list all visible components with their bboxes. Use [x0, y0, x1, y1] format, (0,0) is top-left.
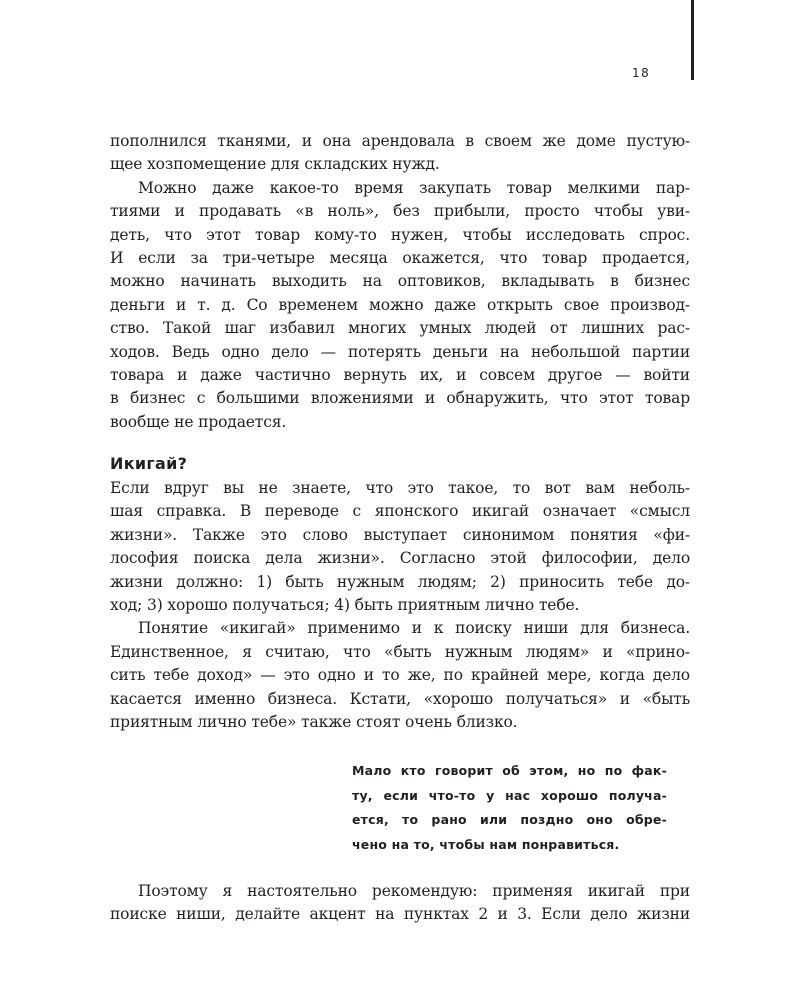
text-line: ход; 3) хорошо получаться; 4) быть приятным лично тебе. [110, 596, 580, 615]
text-line: Поэтому я настоятельно рекомендую: применяя икигай при [138, 881, 690, 900]
text-line: шая справка. В переводе с японского икигай означает «смысл [110, 502, 690, 521]
text-line: пополнился тканями, и она арендовала в своем же доме пустую- [110, 132, 690, 150]
paragraph [110, 617, 690, 734]
text-line: деньги и т. д. Со временем можно даже открыть свое производ- [110, 295, 690, 314]
text-line: И если за три-четыре месяца окажется, что товар продается, [110, 248, 690, 267]
text-line: щее хозпомещение для складских нужд. [110, 155, 440, 174]
text-line: Если вдруг вы не знаете, что это такое, то вот вам неболь- [110, 479, 690, 498]
text-line: вообще не продается. [110, 412, 287, 431]
text-line: можно начинать выходить на оптовиков, вкладывать в бизнес [110, 272, 690, 291]
text-line: лософия поиска дела жизни». Согласно этой философии, дело [110, 549, 690, 568]
section-heading: Икигай? [110, 454, 188, 474]
text-line: ство. Такой шаг избавил многих умных людей от лишних рас- [110, 319, 690, 338]
text-line: ходов. Ведь одно дело — потерять деньги на небольшой партии [110, 342, 690, 361]
text-line: приятным лично тебе» также стоят очень близко. [110, 712, 518, 731]
page-edge-rule [691, 0, 694, 80]
text-line: тиями и продавать «в ноль», без прибыли, просто чтобы уви- [110, 202, 690, 221]
pull-quote-line: ту, если что-то у нас хорошо получа- [352, 787, 667, 803]
text-line: Понятие «икигай» применимо и к поиску ниши для бизнеса. [138, 619, 690, 638]
text-line: товара и даже частично вернуть их, и совсем другое — войти [110, 365, 690, 384]
text-line: поиске ниши, делайте акцент на пунктах 2 и 3. Если дело жизни [110, 905, 690, 924]
text-line: Можно даже какое-то время закупать товар мелкими пар- [138, 178, 690, 197]
paragraph [110, 177, 690, 434]
text-line: касается именно бизнеса. Кстати, «хорошо получаться» и «быть [110, 689, 690, 708]
text-line: Единственное, я считаю, что «быть нужным людям» и «прино- [110, 642, 690, 661]
pull-quote-line: ется, то рано или поздно оно обре- [352, 812, 667, 828]
text-line: жизни». Также это слово выступает синонимом понятия «фи- [110, 525, 690, 544]
text-line: в бизнес с большими вложениями и обнаружить, что этот товар [110, 389, 690, 408]
page-number: 18 [632, 66, 651, 80]
text-line: деть, что этот товар кому-то нужен, чтобы исследовать спрос. [110, 225, 690, 244]
pull-quote-line: Мало кто говорит об этом, но по фак- [352, 763, 667, 779]
paragraph [110, 477, 690, 617]
text-line: сить тебе доход» — это одно и то же, по крайней мере, когда дело [110, 666, 690, 685]
paragraph [110, 880, 690, 927]
pull-quote-line: чено на то, чтобы нам понравиться. [352, 836, 620, 852]
text-line: жизни должно: 1) быть нужным людям; 2) приносить тебе до- [110, 572, 690, 591]
paragraph-continued [110, 130, 690, 177]
pull-quote [352, 759, 667, 857]
page-content [110, 130, 690, 927]
